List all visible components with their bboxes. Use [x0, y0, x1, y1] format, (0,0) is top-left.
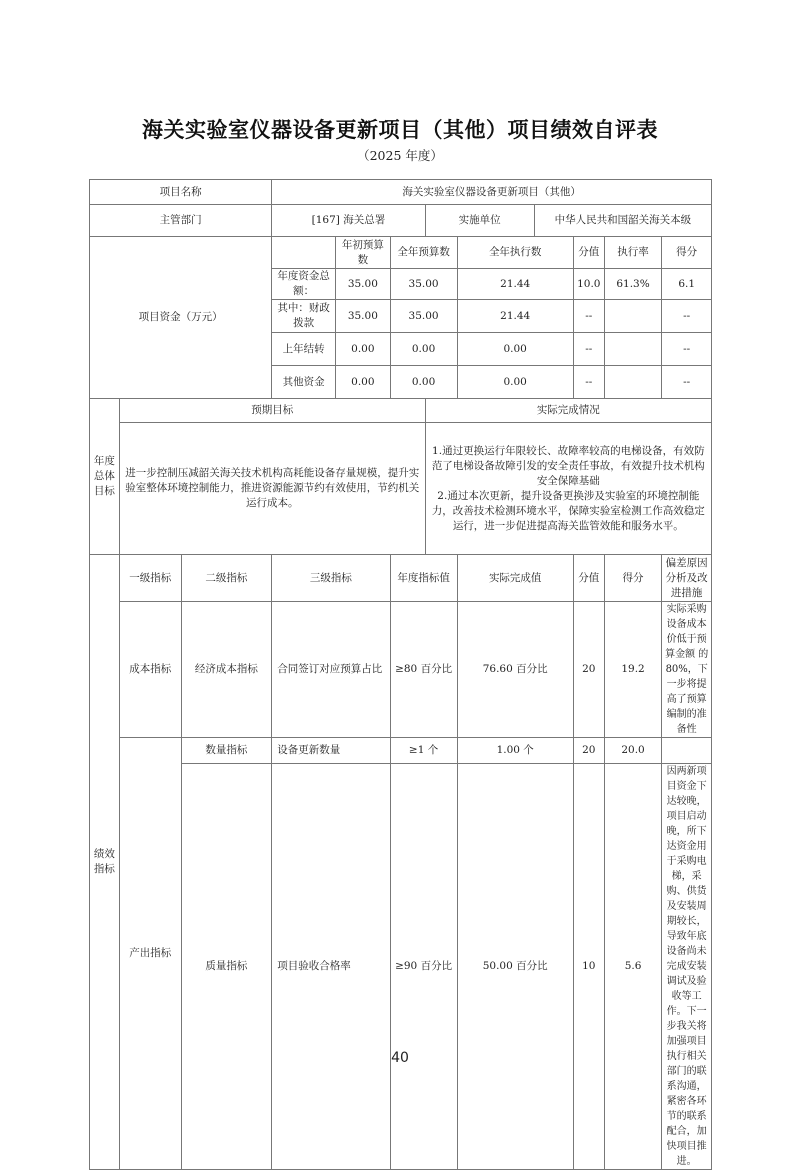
ind-header-reason: 偏差原因分析及改进措施	[662, 555, 712, 602]
row-funds-header	[90, 237, 712, 269]
performance-table	[89, 179, 712, 1170]
funds-row-score: 6.1	[662, 269, 712, 300]
funds-row-score-value: 10.0	[573, 269, 604, 300]
quantity-level3: 设备更新数量	[272, 738, 390, 764]
ind-header-level3: 三级指标	[272, 555, 390, 602]
funds-row-score-value: --	[573, 366, 604, 399]
funds-row-score-value: --	[573, 333, 604, 366]
funds-row-label: 上年结转	[272, 333, 336, 366]
funds-header-score-value: 分值	[573, 237, 604, 269]
page-number: 40	[391, 1050, 409, 1066]
quantity-level2: 数量指标	[181, 738, 272, 764]
ind-header-level2: 二级指标	[181, 555, 272, 602]
row-department	[90, 205, 712, 237]
funds-row-executed: 0.00	[457, 333, 573, 366]
quantity-target: ≥1 个	[390, 738, 457, 764]
funds-row-rate	[604, 366, 662, 399]
funds-row-initial: 0.00	[336, 366, 391, 399]
actual-result-text: 1.通过更换运行年限较长、故障率较高的电梯设备，有效防范了电梯设备故障引发的安全责任事故，有效提升技术机构安全保障基础 2.通过本次更新，提升设备更换涉及实验室的环境控制能力，改善技术检测环境水平，保障实验室检测工作高效稳定运行，进一步促进提高海关监管效能和服务水平。	[425, 423, 711, 555]
funds-row-rate	[604, 300, 662, 333]
quantity-actual: 1.00 个	[457, 738, 573, 764]
funds-header-score: 得分	[662, 237, 712, 269]
quality-reason: 因两新项目资金下达较晚，项目启动晚，所下达资金用于采购电梯，采购、供货及安装周期较长，导致年底设备尚未完成安装调试及验收等工作。下一步我关将加强项目执行相关部门的联系沟通，紧密各环节的联系配合，加快项目推进。	[662, 764, 712, 1170]
quality-level3: 项目验收合格率	[272, 764, 390, 1170]
funds-row-annual: 0.00	[390, 333, 457, 366]
funds-row-initial: 35.00	[336, 269, 391, 300]
funds-row-rate: 61.3%	[604, 269, 662, 300]
cost-score-value: 20	[573, 602, 604, 738]
funds-row-rate	[604, 333, 662, 366]
funds-row-label: 其他资金	[272, 366, 336, 399]
funds-row-score: --	[662, 366, 712, 399]
ind-header-score: 得分	[604, 555, 662, 602]
expected-goal-text: 进一步控制压减韶关海关技术机构高耗能设备存量规模，提升实验室整体环境控制能力，推进资源能源节约有效使用，节约机关运行成本。	[119, 423, 425, 555]
funds-row-initial: 35.00	[336, 300, 391, 333]
funds-header-rate: 执行率	[604, 237, 662, 269]
project-name-value: 海关实验室仪器设备更新项目（其他）	[272, 180, 712, 205]
funds-row-score-value: --	[573, 300, 604, 333]
funds-header-executed: 全年执行数	[457, 237, 573, 269]
funds-row-executed: 21.44	[457, 269, 573, 300]
goals-label: 年度总体目标	[90, 399, 120, 555]
row-project-name	[90, 180, 712, 205]
quantity-reason	[662, 738, 712, 764]
row-cost-indicator	[90, 602, 712, 738]
ind-header-target: 年度指标值	[390, 555, 457, 602]
funds-label: 项目资金（万元）	[90, 237, 272, 399]
row-goals-content	[90, 423, 712, 555]
cost-reason: 实际采购设备成本价低于预算金额 的80%，下一步将提高了预算编制的准备性	[662, 602, 712, 738]
funds-row-annual: 35.00	[390, 300, 457, 333]
funds-row-label: 年度资金总额：	[272, 269, 336, 300]
quality-level2: 质量指标	[181, 764, 272, 1170]
row-goals-header	[90, 399, 712, 423]
ind-header-level1: 一级指标	[119, 555, 181, 602]
cost-target: ≥80 百分比	[390, 602, 457, 738]
output-level1: 产出指标	[119, 738, 181, 1170]
row-quality-indicator	[90, 764, 712, 1170]
indicators-label: 绩效指标	[90, 555, 120, 1170]
row-quantity-indicator	[90, 738, 712, 764]
funds-row-label: 其中：财政拨款	[272, 300, 336, 333]
funds-header-annual: 全年预算数	[390, 237, 457, 269]
quality-score: 5.6	[604, 764, 662, 1170]
page-title: 海关实验室仪器设备更新项目（其他）项目绩效自评表	[142, 118, 658, 142]
cost-actual: 76.60 百分比	[457, 602, 573, 738]
project-name-label: 项目名称	[90, 180, 272, 205]
quantity-score: 20.0	[604, 738, 662, 764]
cost-score: 19.2	[604, 602, 662, 738]
page-subtitle: （2025 年度）	[357, 148, 443, 163]
quality-actual: 50.00 百分比	[457, 764, 573, 1170]
funds-row-annual: 0.00	[390, 366, 457, 399]
funds-row-score: --	[662, 333, 712, 366]
funds-row-annual: 35.00	[390, 269, 457, 300]
quality-target: ≥90 百分比	[390, 764, 457, 1170]
dept-value: [167] 海关总署	[272, 205, 425, 237]
ind-header-actual: 实际完成值	[457, 555, 573, 602]
quantity-score-value: 20	[573, 738, 604, 764]
funds-header-initial: 年初预算数	[336, 237, 391, 269]
impl-label: 实施单位	[425, 205, 534, 237]
ind-header-score-value: 分值	[573, 555, 604, 602]
row-indicators-header	[90, 555, 712, 602]
actual-result-label: 实际完成情况	[425, 399, 711, 423]
funds-row-executed: 21.44	[457, 300, 573, 333]
dept-label: 主管部门	[90, 205, 272, 237]
expected-goal-label: 预期目标	[119, 399, 425, 423]
funds-header-blank	[272, 237, 336, 269]
funds-row-initial: 0.00	[336, 333, 391, 366]
impl-value: 中华人民共和国韶关海关本级	[534, 205, 711, 237]
funds-row-executed: 0.00	[457, 366, 573, 399]
funds-row-score: --	[662, 300, 712, 333]
quality-score-value: 10	[573, 764, 604, 1170]
cost-level3: 合同签订对应预算占比	[272, 602, 390, 738]
cost-level2: 经济成本指标	[181, 602, 272, 738]
cost-level1: 成本指标	[119, 602, 181, 738]
